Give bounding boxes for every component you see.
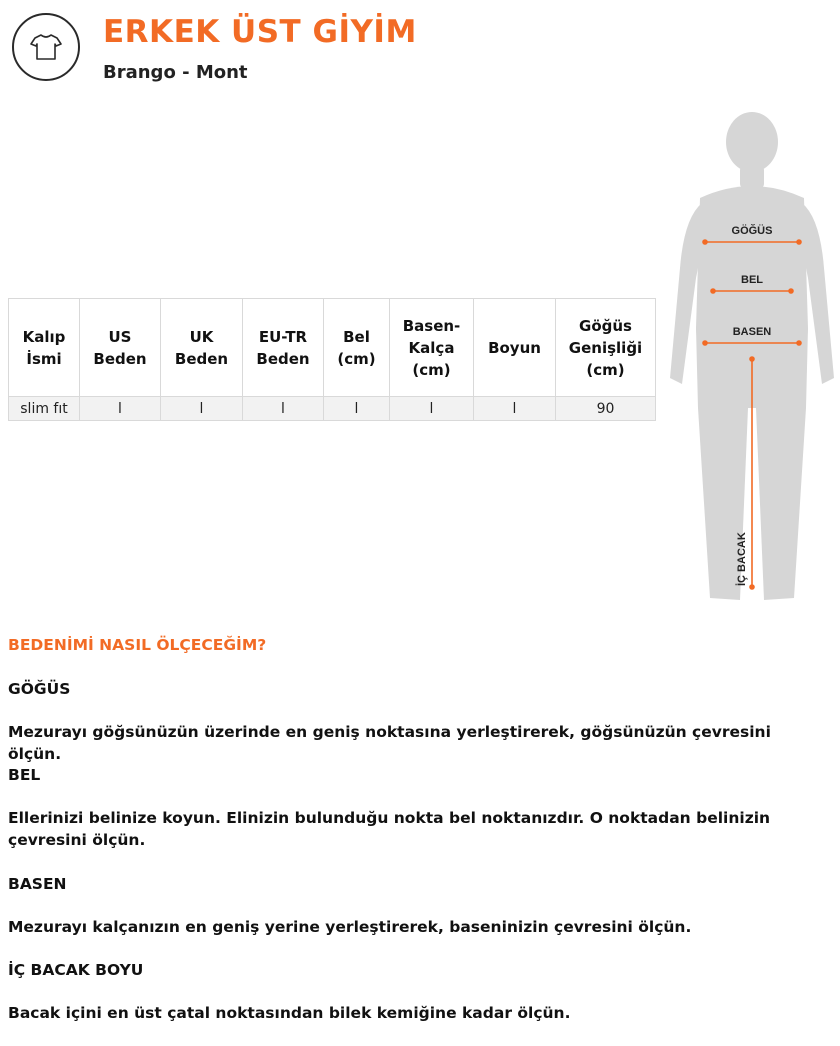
col-header-eu-tr-beden	[243, 299, 324, 397]
header-line: (cm)	[586, 360, 625, 379]
col-header-boyun	[474, 299, 556, 397]
table-cell: l	[243, 397, 324, 421]
header-line: UK	[189, 327, 214, 346]
col-header-kalip-ismi	[9, 299, 80, 397]
col-header-basen-kalca	[390, 299, 474, 397]
table-cell: l	[474, 397, 556, 421]
section-title-waist: BEL	[8, 766, 41, 784]
header-line: Genişliği	[568, 338, 643, 357]
header-line: Göğüs	[579, 316, 632, 335]
table-cell: slim fıt	[9, 397, 80, 421]
header-line: Kalıp	[22, 327, 66, 346]
header-line: Bel	[343, 327, 370, 346]
chest-label: GÖĞÜS	[731, 225, 773, 237]
inseam-label: İÇ BACAK	[736, 532, 748, 586]
header-line: Beden	[256, 349, 310, 368]
table-row	[9, 397, 656, 421]
header-line: Beden	[174, 349, 229, 368]
waist-label: BEL	[741, 274, 763, 286]
col-header-uk-beden	[161, 299, 243, 397]
section-text-hip: Mezurayı kalçanızın en geniş yerine yerleştirerek, baseninizin çevresini ölçün.	[8, 918, 692, 936]
col-header-gogus-genisligi	[556, 299, 656, 397]
product-name: Brango - Mont	[103, 62, 248, 83]
table-header-row	[9, 299, 656, 397]
section-text-waist: Ellerinizi belinize koyun. Elinizin bulunduğu nokta bel noktanızdır. O noktadan belinizin çevresini ölçün.	[8, 809, 771, 849]
header-line: Basen-	[402, 316, 461, 335]
header-line: (cm)	[412, 360, 451, 379]
tshirt-icon	[12, 13, 80, 81]
hip-label: BASEN	[732, 326, 772, 338]
section-title-inseam: İÇ BACAK BOYU	[8, 961, 144, 979]
col-header-bel	[324, 299, 390, 397]
section-title-chest: GÖĞÜS	[8, 680, 71, 698]
header-line: (cm)	[337, 349, 376, 368]
section-text-chest: Mezurayı göğsünüzün üzerinde en geniş noktasına yerleştirerek, göğsünüzün çevresini ölçün.	[8, 723, 771, 763]
table-cell: l	[161, 397, 243, 421]
header-line: EU-TR	[258, 327, 308, 346]
col-header-us-beden	[80, 299, 161, 397]
header-line: İsmi	[26, 349, 62, 368]
table-cell: l	[390, 397, 474, 421]
section-text-inseam: Bacak içini en üst çatal noktasından bilek kemiğine kadar ölçün.	[8, 1004, 571, 1022]
section-title-hip: BASEN	[8, 875, 67, 893]
table-cell: l	[80, 397, 161, 421]
table-cell: l	[324, 397, 390, 421]
header-line: Beden	[93, 349, 147, 368]
header-line: Kalça	[408, 338, 455, 357]
body-measurement-figure	[660, 108, 840, 608]
guide-heading: BEDENİMİ NASIL ÖLÇECEĞİM?	[8, 636, 267, 654]
header-line: Boyun	[488, 338, 541, 357]
table-cell: 90	[556, 397, 656, 421]
page-title: ERKEK ÜST GİYİM	[103, 14, 417, 50]
header-line: US	[108, 327, 132, 346]
size-table	[8, 298, 656, 421]
page-header	[0, 0, 840, 100]
